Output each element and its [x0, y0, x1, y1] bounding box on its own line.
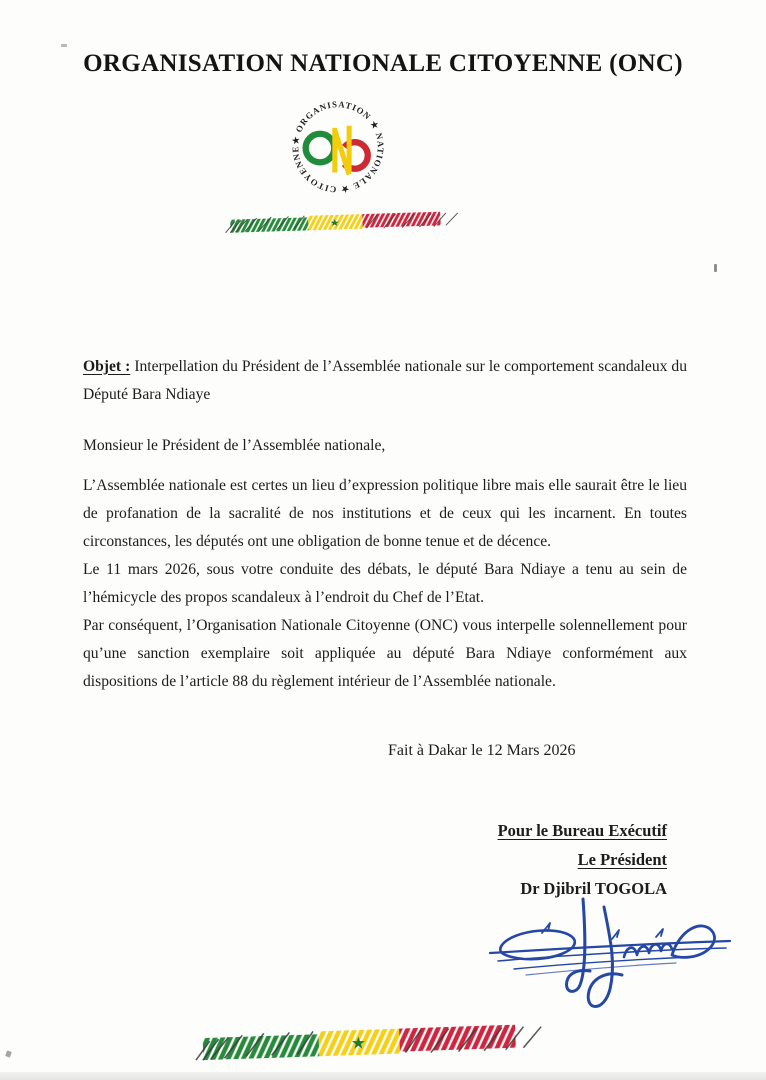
dateline: Fait à Dakar le 12 Mars 2026 — [388, 742, 576, 759]
logo-letter-o — [306, 134, 335, 163]
signature-strokes — [490, 899, 730, 1007]
organization-title: ORGANISATION NATIONALE CITOYENNE (ONC) — [83, 50, 683, 77]
flag-stripe-bottom — [195, 1020, 549, 1064]
signature-scrawl — [486, 893, 738, 1011]
paragraph-2: Le 11 mars 2026, sous votre conduite des débats, le député Bara Ndiaye a tenu au sein de l’hémicycle des propos scandaleux à l’endroit du Chef de l’Etat. — [83, 561, 687, 606]
onc-seal-svg — [285, 92, 391, 202]
paragraph-3: Par conséquent, l’Organisation Nationale Citoyenne (ONC) vous interpelle solennellement pour qu’une sanction exemplaire soit appliquée au député Bara Ndiaye conformément aux dispositions de l’article 88 du règlement intérieur de l’Assemblée nationale. — [83, 617, 687, 690]
flag-stripe-top — [225, 209, 463, 235]
logo-letter-n — [335, 126, 349, 175]
scan-speck — [5, 1050, 12, 1057]
subject-text: Interpellation du Président de l’Assemblée nationale sur le comportement scandaleux du Député Bara Ndiaye — [83, 357, 688, 403]
signoff-president: Le Président — [577, 850, 667, 869]
subject-label: Objet : — [83, 357, 131, 375]
signoff-bureau: Pour le Bureau Exécutif — [497, 821, 667, 840]
logo-ring-text: ★ ORGANISATION ★ NATIONALE ★ CITOYENNE — [290, 99, 386, 195]
salutation: Monsieur le Président de l’Assemblée nationale, — [83, 436, 386, 454]
paragraph-1: L’Assemblée nationale est certes un lieu d’expression politique libre mais elle saurait être le lieu de profanation de la sacralité de nos institutions et de ceux qui les incarnent. En toutes circonstances, les députés ont une obligation de bonne tenue et de décence. — [83, 477, 687, 550]
scan-speck — [61, 44, 67, 47]
scan-speck — [714, 264, 717, 272]
signoff-block — [498, 816, 667, 903]
subject-line — [83, 353, 687, 409]
onc-seal-logo — [285, 92, 391, 202]
signoff-name: Dr Djibril TOGOLA — [520, 879, 667, 898]
letter-body — [83, 472, 687, 696]
